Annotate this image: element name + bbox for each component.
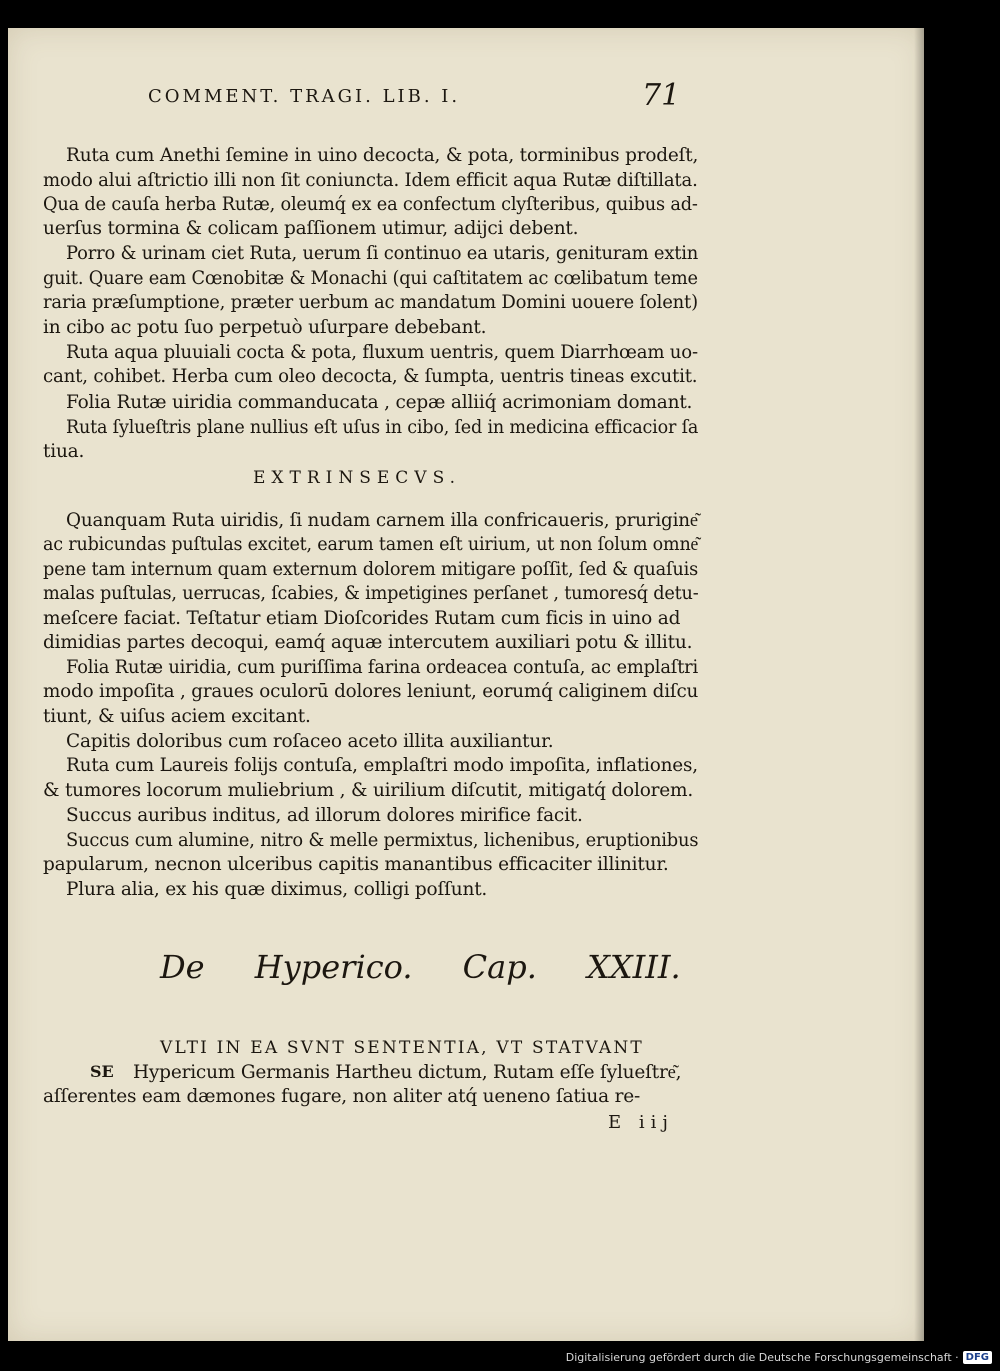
text-line: malas puſtulas, uerrucas, ſcabies, & impetigines perſanet , tumoresq́ detu- [43, 583, 699, 604]
text-line: Ruta aqua pluuiali cocta & pota, fluxum uentris, quem Diarrhœam uo- [66, 342, 698, 363]
text-line: & tumores locorum muliebrium , & uirilium diſcutit, mitigatq́ dolorem. [43, 780, 694, 801]
text-line: Plura alia, ex his quæ diximus, colligi poſſunt. [66, 879, 488, 900]
text-line: Succus auribus inditus, ad illorum dolores mirifice facit. [66, 805, 583, 826]
chapter-title: De Hyperico. Cap. XXIII. [160, 948, 681, 986]
text-line: modo alui aſtrictio illi non ſit coniuncta. Idem efficit aqua Rutæ diſtillata. [43, 170, 698, 191]
text-line: Qua de cauſa herba Rutæ, oleumq́ ex ea confectum clyſteribus, quibus ad- [43, 194, 698, 215]
signature-mark: E iij [608, 1112, 674, 1133]
section-heading: EXTRINSECVS. [253, 468, 462, 488]
text-line: Capitis doloribus cum roſaceo aceto illita auxiliantur. [66, 731, 554, 752]
book-page [8, 28, 924, 1341]
text-line: Folia Rutæ uiridia, cum puriſſima farina ordeacea contuſa, ac emplaſtri [66, 657, 699, 678]
folio-number: 71 [642, 78, 681, 113]
text-line: meſcere faciat. Teſtatur etiam Dioſcorides Rutam cum ficis in uino ad [43, 608, 681, 629]
text-line: raria præſumptione, præter uerbum ac mandatum Domini uouere ſolent) [43, 292, 698, 313]
footer-text: Digitalisierung gefördert durch die Deutsche Forschungsgemeinschaft · [565, 1350, 959, 1364]
text-line: Ruta ſylueſtris plane nullius eſt uſus in cibo, ſed in medicina efficacior ſa [66, 417, 699, 438]
text-line: cant, cohibet. Herba cum oleo decocta, & ſumpta, uentris tineas excutit. [43, 366, 698, 387]
text-line: Folia Rutæ uiridia commanducata , cepæ alliiq́ acrimoniam domant. [66, 392, 693, 413]
text-line: Porro & urinam ciet Ruta, uerum ſi continuo ea utaris, genituram extin [66, 243, 699, 264]
text-line: tiunt, & uiſus aciem excitant. [43, 706, 311, 727]
text-line: ac rubicundas puſtulas excitet, earum tamen eſt uirium, ut non ſolum omne͂ [43, 534, 699, 555]
footer-credit [566, 1347, 992, 1367]
text-line: dimidias partes decoqui, eamq́ aquæ intercutem auxiliari potu & illitu. [43, 632, 693, 653]
text-line: modo impoſita , graues oculorū dolores leniunt, eorumq́ caliginem diſcu [43, 681, 699, 702]
running-head: COMMENT. TRAGI. LIB. I. [148, 86, 461, 107]
chapter-opening-caps: VLTI IN EA SVNT SENTENTIA, VT STATVANT [160, 1038, 644, 1058]
text-line: papularum, necnon ulceribus capitis manantibus efficaciter illinitur. [43, 854, 669, 875]
text-line: pene tam internum quam externum dolorem mitigare poſſit, ſed & quaſuis [43, 559, 699, 580]
text-line: aſſerentes eam dæmones fugare, non aliter atq́ ueneno ſatiua re- [43, 1086, 641, 1107]
dfg-logo-icon: DFG [963, 1351, 992, 1364]
text-line: Hypericum Germanis Hartheu dictum, Rutam eſſe ſylueſtre͂, [133, 1062, 682, 1083]
text-line: guit. Quare eam Cœnobitæ & Monachi (qui caſtitatem ac cœlibatum teme [43, 268, 698, 289]
margin-mark: SE [90, 1062, 114, 1081]
text-line: Ruta cum Anethi ſemine in uino decocta, & pota, torminibus prodeſt, [66, 145, 699, 166]
text-line: Succus cum alumine, nitro & melle permixtus, lichenibus, eruptionibus [66, 830, 699, 851]
text-line: Ruta cum Laureis folijs contuſa, emplaſtri modo impoſita, inflationes, [66, 755, 698, 776]
text-line: uerſus tormina & colicam paſſionem utimur, adijci debent. [43, 218, 579, 239]
text-line: Quanquam Ruta uiridis, ſi nudam carnem illa confricaueris, prurigine͂ [66, 510, 698, 531]
text-line: tiua. [43, 441, 85, 462]
text-line: in cibo ac potu ſuo perpetuò uſurpare debebant. [43, 317, 487, 338]
